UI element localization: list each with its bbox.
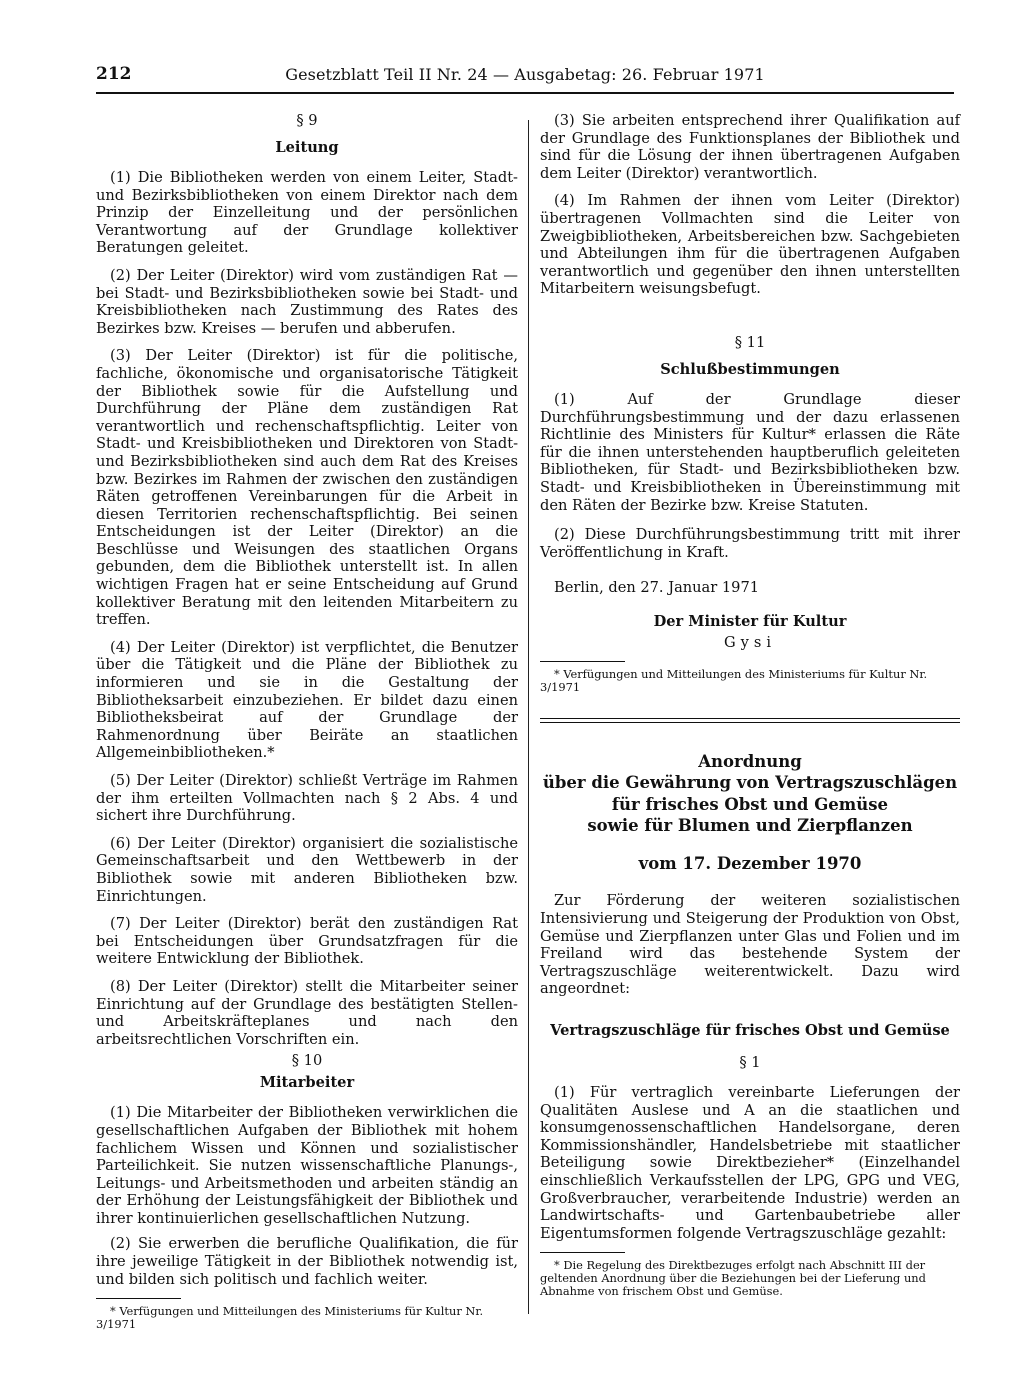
double-rule <box>540 718 960 723</box>
anordnung-title-line: für frisches Obst und Gemüse <box>611 794 889 814</box>
paragraph: (7) Der Leiter (Direktor) berät den zuständigen Rat bei Entscheidungen über Grundsatzfragen für die weitere Entwicklung der Bibliothek. <box>96 915 518 968</box>
section-10-number: § 10 <box>291 1052 323 1070</box>
section-11-number: § 11 <box>734 333 766 351</box>
paragraph: (3) Der Leiter (Direktor) ist für die politische, fachliche, ökonomische und organisatorische Tätigkeit der Bibliothek sowie für die Aufstellung und Durchführung der Pläne dem zuständigen Rat verantwortlich und rechenschaftspflichtig. Leiter von Stadt- und Kreisbibliotheken und Direktoren von Stadt- und Bezirksbibliotheken sind auch dem Rat des Kreises bzw. Bezirkes im Rahmen der zwischen den zuständigen Räten getroffenen Vereinbarungen für die Arbeit in diesen Territorien rechenschaftspflichtig. Bei seinen Entscheidungen ist der Leiter (Direktor) an die Beschlüsse und Weisungen des staatlichen Organs gebunden, dem die Bibliothek unterstellt ist. In allen wichtigen Fragen hat er seine Entscheidung auf Grund kollektiver Beratung mit den leitenden Mitarbeitern zu treffen. <box>96 347 518 629</box>
anordnung-subheading: Vertragszuschläge für frisches Obst und Gemüse <box>550 1021 950 1039</box>
running-title: Gesetzblatt Teil II Nr. 24 — Ausgabetag: 26. Februar 1971 <box>285 65 765 84</box>
paragraph: Zur Förderung der weiteren sozialistischen Intensivierung und Steigerung der Produktion von Obst, Gemüse und Zierpflanzen unter Glas und Folien und im Freiland wird das bestehende System der Vertragszuschläge weiterentwickelt. Dazu wird angeordnet: <box>540 892 960 998</box>
page-header <box>96 64 954 94</box>
section-9-number: § 9 <box>296 112 318 129</box>
anordnung-section-1: § 1 <box>739 1053 761 1071</box>
paragraph: (1) Für vertraglich vereinbarte Lieferungen der Qualitäten Auslese und A an die staatlichen und konsumgenossenschaftlichen Handelsorgane, deren Kommissionshändler, Handelsbetriebe mit staatlicher Beteiligung sowie Direktbezieher* (Einzelhandel einschließlich Verkaufsstellen der LPG, GPG und VEG, Großverbraucher, verarbeitende Industrie) werden an Landwirtschafts- und Gartenbaubetriebe aller Eigentumsformen folgende Vertragszuschläge gezahlt: <box>540 1083 960 1242</box>
paragraph: (5) Der Leiter (Direktor) schließt Verträge im Rahmen der ihm erteilten Vollmachten nach § 2 Abs. 4 und sichert ihre Durchführung. <box>96 772 518 825</box>
paragraph: (3) Sie arbeiten entsprechend ihrer Qualifikation auf der Grundlage des Funktionsplanes der Bibliothek und sind für die Lösung der ihnen übertragenen Aufgaben dem Leiter (Direktor) verantwortlich. <box>540 112 960 182</box>
paragraph: (6) Der Leiter (Direktor) organisiert die sozialistische Gemeinschaftsarbeit und den Wettbewerb in der Bibliothek sowie mit anderen Bibliotheken bzw. Einrichtungen. <box>96 834 518 905</box>
paragraph: (1) Die Bibliotheken werden von einem Leiter, Stadt- und Bezirksbibliotheken von einem Direktor nach dem Prinzip der Einzelleitung und der persönlichen Verantwortung auf der Grundlage kollektiver Beratungen geleitet. <box>96 169 518 257</box>
column-divider <box>528 120 529 1314</box>
footnote-rule <box>96 1298 181 1299</box>
footnote-rule <box>540 1252 625 1253</box>
paragraph: (4) Der Leiter (Direktor) ist verpflichtet, die Benutzer über die Tätigkeit und die Pläne der Bibliothek zu informieren und sie in die Gestaltung der Bibliotheksarbeit einzubeziehen. Er bildet dazu einen Bibliotheksbeirat auf der Grundlage der Rahmenordnung über Beiräte an staatlichen Allgemeinbibliotheken.* <box>96 638 518 762</box>
section-9-title: Leitung <box>275 139 339 156</box>
paragraph: (2) Sie erwerben die berufliche Qualifikation, die für ihre jeweilige Tätigkeit in der Bibliothek notwendig ist, und bilden sich politisch und fachlich weiter. <box>96 1235 518 1288</box>
section-10-title: Mitarbeiter <box>259 1074 355 1092</box>
paragraph: (2) Der Leiter (Direktor) wird vom zuständigen Rat — bei Stadt- und Bezirksbibliotheken sowie bei Stadt- und Kreisbibliotheken nach Zustimmung des Rates des Bezirkes bzw. Kreises — berufen und abberufen. <box>96 266 518 337</box>
footnote: * Verfügungen und Mitteilungen des Ministeriums für Kultur Nr. 3/1971 <box>540 666 928 694</box>
anordnung-title-line: sowie für Blumen und Zierpflanzen <box>587 816 913 836</box>
footnote: * Die Regelung des Direktbezuges erfolgt nach Abschnitt III der geltenden Anordnung über die Beziehungen bei der Lieferung und Abnahme von frischem Obst und Gemüse. <box>540 1258 926 1299</box>
section-11-title: Schlußbestimmungen <box>660 360 840 378</box>
paragraph: (1) Die Mitarbeiter der Bibliotheken verwirklichen die gesellschaftlichen Aufgaben der Bibliothek mit hohem fachlichem Wissen und Können und sozialistischer Parteilichkeit. Sie nutzen wissenschaftliche Planungs-, Leitungs- und Arbeitsmethoden und arbeiten ständig an der Erhöhung der Leistungsfähigkeit der Bibliothek und ihrer kontinuierlichen gesellschaftlichen Nutzung. <box>96 1104 518 1227</box>
left-column <box>96 112 518 1331</box>
signer-title: Der Minister für Kultur <box>653 612 847 630</box>
right-column <box>540 112 960 1298</box>
paragraph: (1) Auf der Grundlage dieser Durchführungsbestimmung und der dazu erlassenen Richtlinie des Ministers für Kultur* erlassen die Räte für die ihnen unterstehenden hauptberuflich geleiteten Bibliotheken, für Stadt- und Bezirksbibliotheken bzw. Stadt- und Kreisbibliotheken in Übereinstimmung mit den Räten der Bezirke bzw. Kreise Statuten. <box>540 390 960 514</box>
anordnung-date: vom 17. Dezember 1970 <box>638 853 862 873</box>
paragraph: (8) Der Leiter (Direktor) stellt die Mitarbeiter seiner Einrichtung auf der Grundlage des bestätigten Stellen- und Arbeitskräfteplanes und nach den arbeitsrechtlichen Vorschriften ein. <box>96 977 518 1048</box>
paragraph: (4) Im Rahmen der ihnen vom Leiter (Direktor) übertragenen Vollmachten sind die Leiter von Zweigbibliotheken, Arbeitsbereichen bzw. Sachgebieten und Abteilungen ihm für die übertragenen Aufgaben verantwortlich und gegenüber den ihnen unterstellten Mitarbeitern weisungsbefugt. <box>540 192 960 298</box>
signer-name: Gysi <box>723 633 777 651</box>
page-number: 212 <box>96 64 132 84</box>
anordnung-title: Anordnung <box>698 751 802 771</box>
paragraph: (2) Diese Durchführungsbestimmung tritt mit ihrer Veröffentlichung in Kraft. <box>540 526 960 561</box>
footnote: * Verfügungen und Mitteilungen des Ministeriums für Kultur Nr. 3/1971 <box>96 1304 484 1332</box>
place-date: Berlin, den 27. Januar 1971 <box>554 579 760 597</box>
anordnung-title-line: über die Gewährung von Vertragszuschlägen <box>542 773 958 793</box>
footnote-rule <box>540 661 625 662</box>
